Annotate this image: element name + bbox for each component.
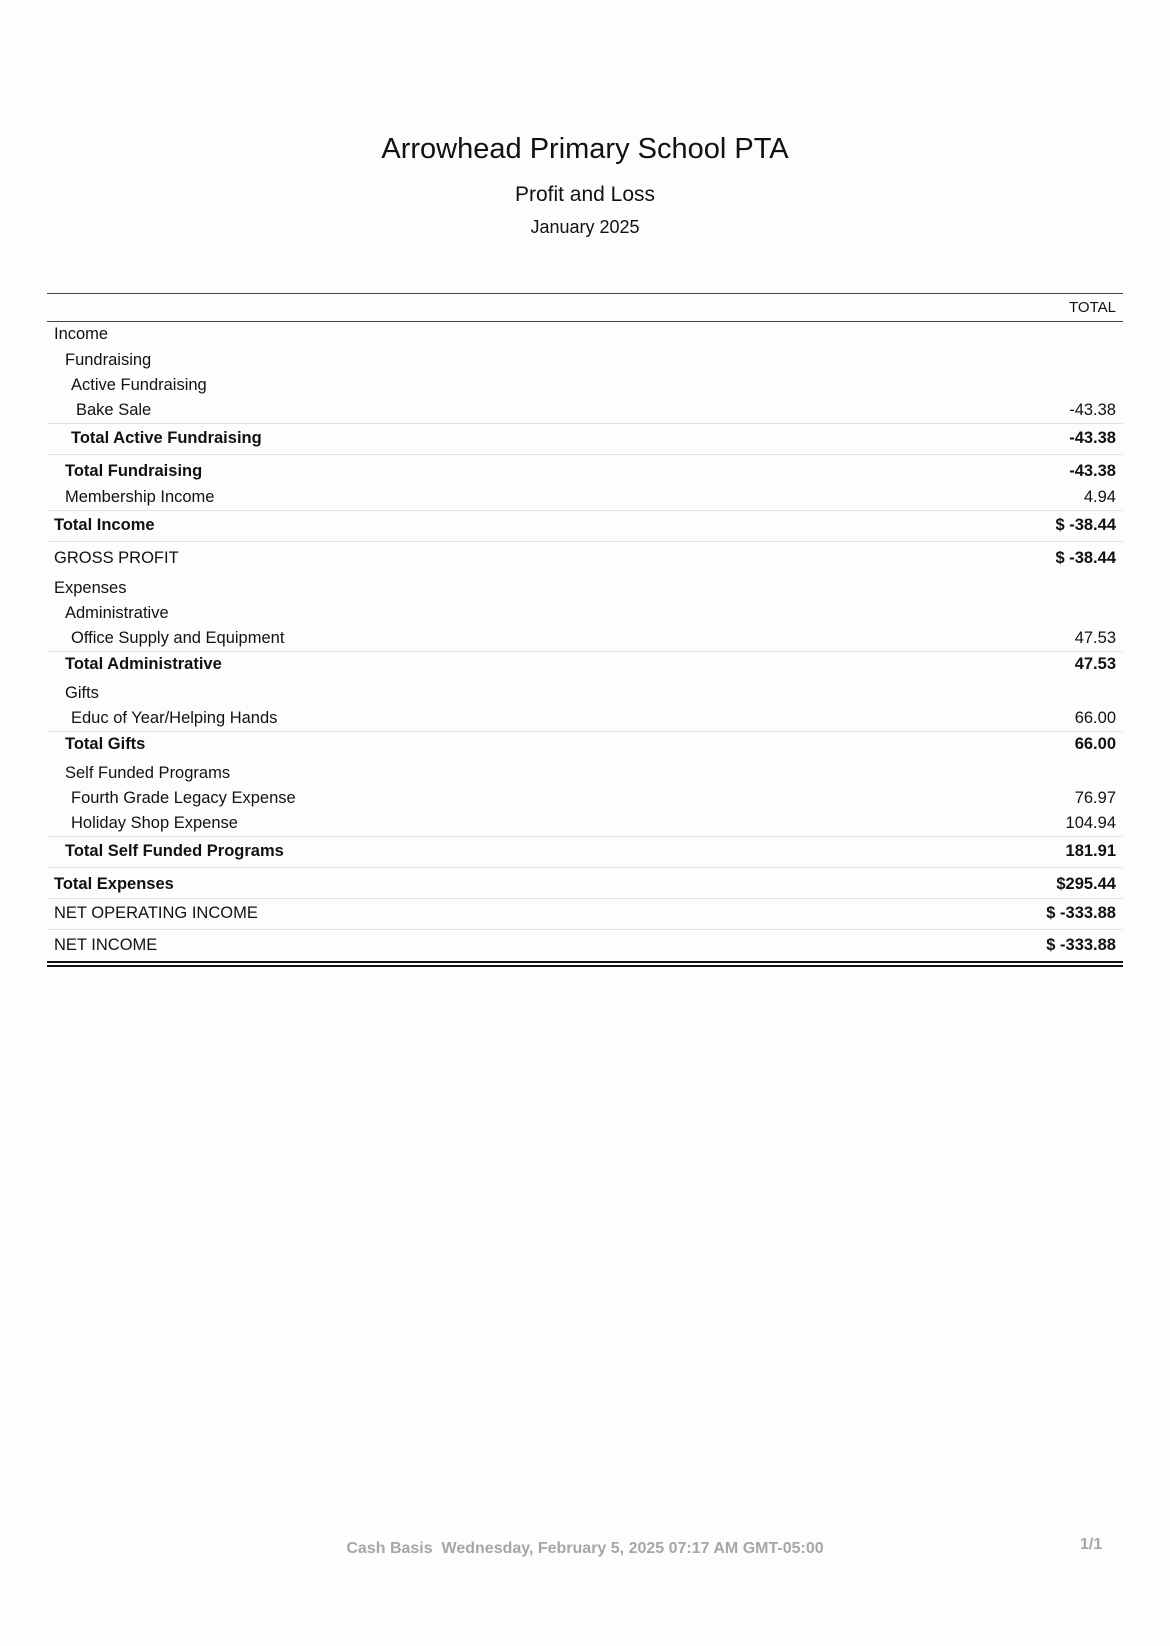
section-active-fundraising [47,373,1123,399]
row-value: 104.94 [1065,814,1116,833]
row-value: $ -333.88 [1046,904,1116,922]
report-period: January 2025 [530,217,640,237]
row-value: 66.00 [1074,708,1116,727]
total-row-expenses [47,868,1123,899]
row-label: Self Funded Programs [65,763,231,782]
total-row-fundraising [47,455,1123,486]
total-row-self-funded-programs [47,837,1123,868]
row-value: -43.38 [1069,462,1116,480]
row-label: Bake Sale [76,401,152,420]
row-label: Fourth Grade Legacy Expense [71,789,296,808]
row-label: Gifts [65,683,99,702]
row-value: $ -38.44 [1055,549,1116,567]
row-value: -43.38 [1069,401,1116,420]
row-value: -43.38 [1069,429,1116,448]
section-gifts [47,677,1123,706]
row-label: Educ of Year/Helping Hands [71,708,278,727]
page-number: 1/1 [1080,1536,1103,1553]
row-label: Fundraising [65,350,152,369]
row-label: NET INCOME [54,935,158,954]
row-label: GROSS PROFIT [54,549,179,567]
profit-loss-table [47,293,1123,967]
row-label: Total Self Funded Programs [65,842,284,861]
row-gross-profit [47,542,1123,573]
row-label: Total Expenses [54,874,174,893]
double-underline [47,961,1123,967]
total-row-administrative [47,652,1123,678]
account-row-educ-of-year [47,706,1123,732]
row-label: Total Fundraising [65,462,203,480]
row-label: Active Fundraising [71,376,207,395]
account-row-fourth-grade-legacy [47,786,1123,812]
report-title: Profit and Loss [514,183,656,206]
account-row-membership-income [47,486,1123,512]
account-row-bake-sale [47,399,1123,425]
company-name: Arrowhead Primary School PTA [381,133,789,165]
account-row-holiday-shop [47,812,1123,838]
section-expenses [47,573,1123,601]
section-administrative [47,601,1123,627]
row-label: Administrative [65,603,169,622]
row-value: 76.97 [1074,789,1116,808]
row-value: 66.00 [1074,734,1116,753]
section-income [47,322,1123,348]
row-label: Income [54,325,109,344]
row-value: 4.94 [1083,488,1116,507]
row-label: Total Income [54,516,155,535]
total-row-income [47,511,1123,542]
row-value: $ -38.44 [1055,516,1116,535]
row-value: $ -333.88 [1046,935,1116,954]
footer-basis: Cash Basis [346,1540,433,1557]
footer-timestamp: Wednesday, February 5, 2025 07:17 AM GMT-05:00 [441,1540,824,1557]
row-label: Holiday Shop Expense [71,814,238,833]
row-value: 181.91 [1065,842,1116,861]
report-header [0,132,1170,238]
row-label: Total Administrative [65,654,222,673]
column-header-total: TOTAL [47,294,1123,322]
report-footer [0,1540,1170,1558]
row-label: NET OPERATING INCOME [54,904,258,922]
row-value: $295.44 [1056,874,1116,893]
row-label: Membership Income [65,488,215,507]
section-fundraising [47,348,1123,374]
total-row-active-fundraising [47,424,1123,455]
row-label: Total Gifts [65,734,146,753]
row-value: 47.53 [1074,628,1116,647]
row-label: Total Active Fundraising [71,429,262,448]
row-net-operating-income [47,899,1123,930]
row-value: 47.53 [1074,654,1116,673]
account-row-office-supply [47,626,1123,652]
row-label: Office Supply and Equipment [71,628,285,647]
section-self-funded-programs [47,757,1123,786]
row-net-income [47,930,1123,961]
total-row-gifts [47,732,1123,758]
row-label: Expenses [54,578,127,597]
